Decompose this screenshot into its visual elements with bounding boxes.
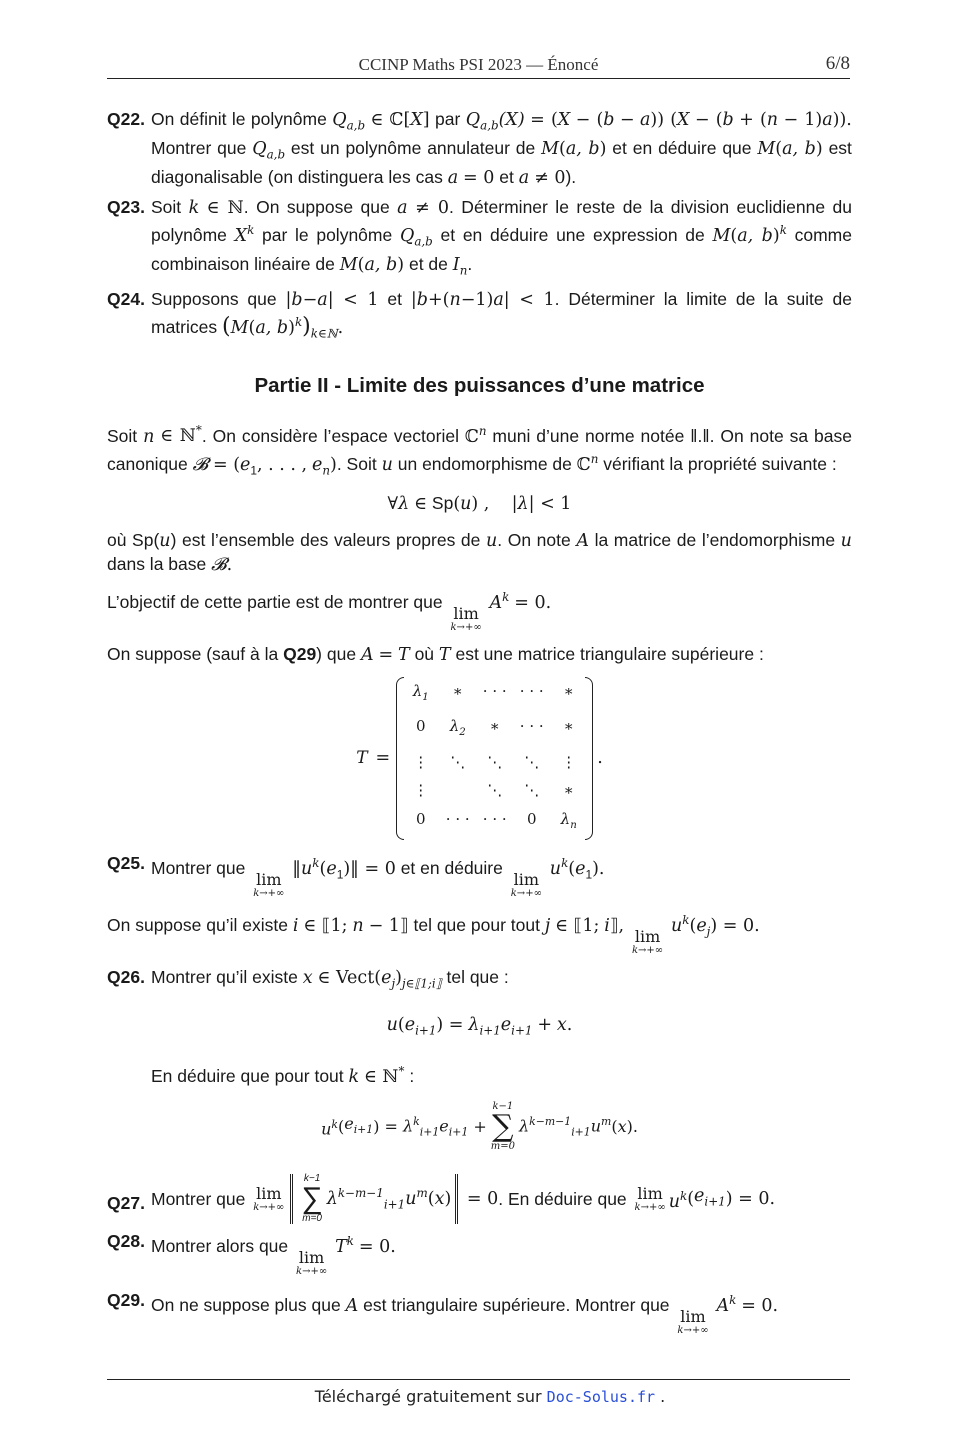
question-26: Q26. Montrer qu’il existe x ∈ $Vect(e_j)_{j\in⟦1;i⟧}$ tel que : $u(e_{i+1}) = \lambda_{i+1}e_{i+1} + x$. En déduire que pour tout k ∈ ℕ* : $u^k$ ( $e_{i+1}$ ) = $\lambda^k_{i+1}e_{i+1}$ + k−1 ∑ m=0 $\lambda^{k-m-1}_{i+1}u^m$ ( x ). <box>107 966 852 1152</box>
page-content <box>107 108 852 1342</box>
question-label: Q26. <box>107 966 145 987</box>
question-label: Q24. <box>107 288 145 309</box>
question-label: Q27. <box>107 1193 145 1214</box>
page-header <box>107 52 850 79</box>
question-24: Q24. Supposons que |b−a| < 1 et |b+(n−1)a| < 1. Déterminer la limite de la suite de matrices (M(a, $b)^k)_{k\in ℕ}$. <box>107 288 852 341</box>
induction-hypothesis: On suppose qu’il existe i ∈ ⟦1; n − 1⟧ tel que pour tout j ∈ ⟦1; i⟧, lim k→+∞ $u^k(e_j) = 0$. <box>107 912 760 956</box>
question-22: Q22. On définit le polynôme $Q_{a,b}$ ∈ ℂ[X] par $Q_{a,b}(X) = (X - (b - a)) (X - (b + (n - 1)a))$. Montrer que $Q_{a,b}$ est un polynôme annulateur de M(a, b) et en déduire que M(a, b) est diagonalisable (on distinguera les cas a = 0 et a ≠ 0). <box>107 109 852 188</box>
question-label: Q25. <box>107 853 145 874</box>
question-label: Q29. <box>107 1289 145 1310</box>
question-25: Q25. Montrer que lim k→+∞ $‖u^k(e_1)‖ = 0$ et en déduire lim k→+∞ $u^k(e_1)$. <box>107 853 605 899</box>
question-23: Q23. Soit k ∈ ℕ. On suppose que a ≠ 0. Déterminer le reste de la division euclidienne du polynôme $X^k$ par le polynôme $Q_{a,b}$ et en déduire une expression de M(a, b)$^k$ comme combinaison linéaire de M(a, b) et de $I_n$. <box>107 196 852 278</box>
question-label: Q22. <box>107 109 145 129</box>
question-label: Q23. <box>107 196 145 217</box>
intro-paragraph-2: où Sp(u) est l’ensemble des valeurs propres de u. On note A la matrice de l’endomorphisme u dans la base 𝓑. <box>107 530 852 575</box>
footer-rule <box>107 1379 850 1380</box>
sum-formula: $u^k$ ( $e_{i+1}$ ) = $\lambda^k_{i+1}e_{i+1}$ + k−1 ∑ m=0 $\lambda^{k-m-1}_{i+1}u^m$ ( x ). <box>321 1101 638 1153</box>
hypothesis-paragraph: On suppose (sauf à la Q29) que A = T où T est une matrice triangulaire supérieure : <box>107 644 764 666</box>
objective-paragraph: L’objectif de cette partie est de montrer que lim k→+∞ $A^k = 0$. <box>107 590 552 634</box>
intro-paragraph: Soit n ∈ ℕ*. On considère l’espace vectoriel ℂ$^n$ muni d’une norme notée ‖.‖. On note sa base canonique 𝓑 = ($e_1$, . . . , $e_n$). Soit u un endomorphisme de ℂ$^n$ vérifiant la propriété suivante : <box>107 423 852 478</box>
matrix-T: T = $\lambda_1$ ∗ · · · · · · ∗ 0 $\lambda_2$ ∗ · · · ∗ ⋮ ⋱ ⋱ ⋱ ⋮ ⋮ ⋱ ⋱ ∗ 0 · · · · · · 0 $\lambda_n$ . <box>107 677 852 841</box>
section-title: Partie II - Limite des puissances d’une matrice <box>254 374 705 398</box>
question-29: Q29. On ne suppose plus que A est triangulaire supérieure. Montrer que lim k→+∞ $A^k = 0$. <box>107 1289 779 1336</box>
page-number: 6/8 <box>825 53 850 74</box>
header-title: CCINP Maths PSI 2023 — Énoncé <box>358 55 599 74</box>
question-28: Q28. Montrer alors que lim k→+∞ $T^k = 0$. <box>107 1231 396 1277</box>
doc-solus-link[interactable]: Doc-Solus.fr <box>546 1388 656 1406</box>
page-footer: Téléchargé gratuitement sur Doc-Solus.fr . <box>314 1387 666 1406</box>
question-label: Q28. <box>107 1231 145 1252</box>
eigenvalue-condition: ∀λ ∈ Sp(u) , |λ| < 1 <box>387 492 572 514</box>
question-27: Q27. Montrer que lim k→+∞ k−1 ∑ m=0 $\lambda^{k-m-1}_{i+1}u^m$ ( x ) = 0 . En déduire que lim k→+∞ $u^k$ ( $e_{i+1}$ ) = 0. <box>107 1173 776 1225</box>
